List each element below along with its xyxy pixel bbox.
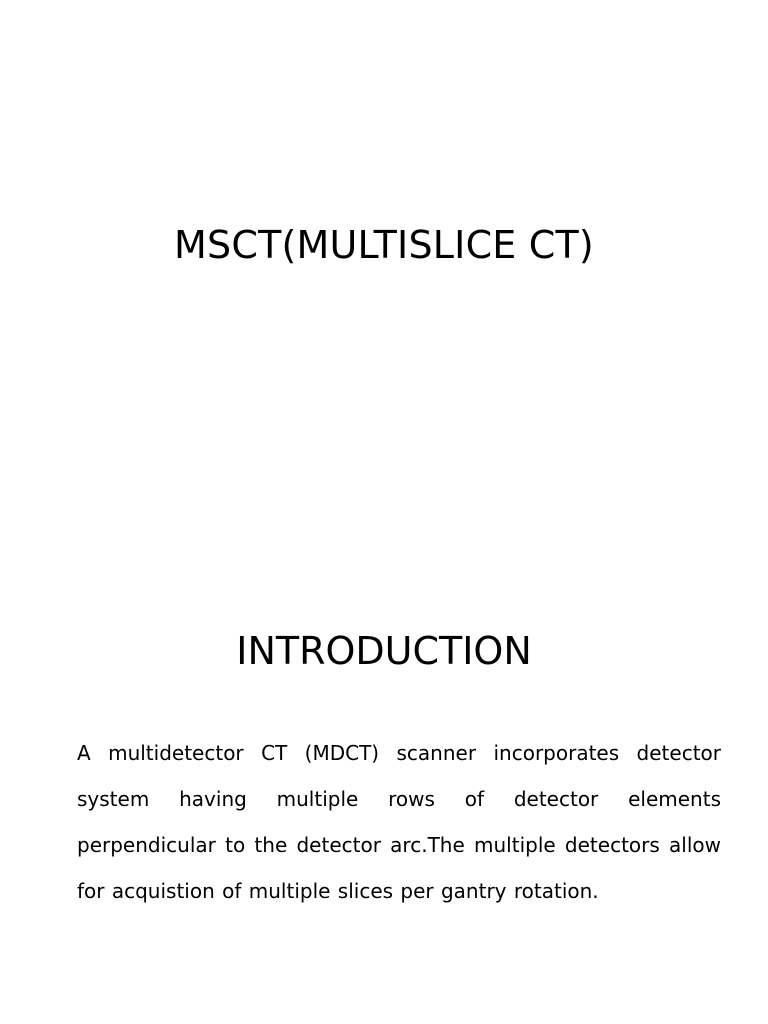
document-title: MSCT(MULTISLICE CT): [174, 223, 594, 267]
intro-paragraph: A multidetector CT (MDCT) scanner incorporates detector system having multiple rows of detector elements perpendicular to the detector arc.The multiple detectors allow for acquistion of multiple slices per gantry rotation.: [77, 741, 721, 903]
section-heading: INTRODUCTION: [236, 629, 532, 673]
